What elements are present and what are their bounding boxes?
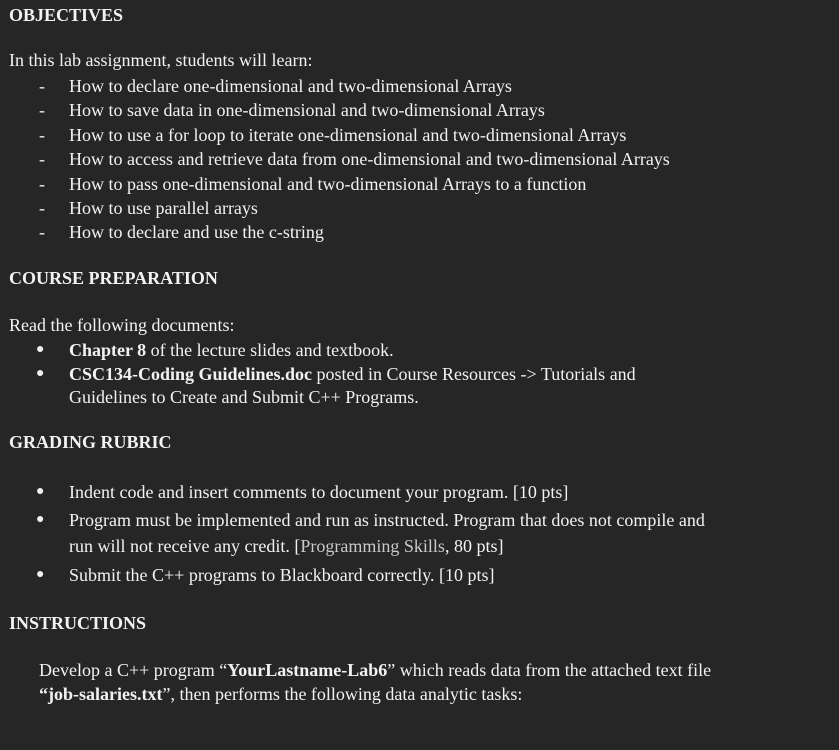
list-item-text: How to save data in one-dimensional and two-dimensional Arrays [69,100,545,120]
bullet-marker: ● [36,366,45,381]
course-preparation-heading: COURSE PREPARATION [9,268,218,288]
objectives-heading: OBJECTIVES [9,5,124,25]
objectives-intro: In this lab assignment, students will learn: [9,50,313,70]
list-item-text: How to use parallel arrays [69,198,258,218]
skills-label: Programming Skills [300,536,445,556]
list-item-text: Indent code and insert comments to document your program. [10 pts] [69,482,569,502]
text-run: , 80 pts] [444,536,504,556]
list-item-text: Submit the C++ programs to Blackboard correctly. [10 pts] [69,565,495,585]
dash-marker: - [39,125,45,145]
dash-marker: - [39,76,45,96]
bullet-marker: ● [36,567,45,582]
text-run: ”, then performs the following data analytic tasks: [162,684,523,704]
list-item-text: How to access and retrieve data from one-dimensional and two-dimensional Arrays [69,149,670,169]
dash-marker: - [39,198,45,218]
instructions-line-2 [39,682,522,706]
text-run: ” which reads data from the attached text file [387,660,712,680]
list-item-text [69,362,636,386]
list-item-text: How to declare and use the c-string [69,222,324,242]
instructions-line-1 [39,658,711,682]
list-item-text: How to declare one-dimensional and two-dimensional Arrays [69,76,512,96]
list-item-continuation: Guidelines to Create and Submit C++ Programs. [69,387,419,407]
document-description: of the lecture slides and textbook. [146,340,394,360]
dash-marker: - [39,100,45,120]
file-name: job-salaries.txt [48,684,163,704]
instructions-heading: INSTRUCTIONS [9,613,147,633]
text-run: “ [39,684,48,704]
dash-marker: - [39,149,45,169]
list-item-text: Program must be implemented and run as instructed. Program that does not compile and [69,510,705,530]
bullet-marker: ● [36,342,45,357]
dash-marker: - [39,174,45,194]
document-name: Chapter 8 [69,340,147,360]
grading-rubric-heading: GRADING RUBRIC [9,432,172,452]
list-item-text: How to use a for loop to iterate one-dimensional and two-dimensional Arrays [69,125,627,145]
program-name: YourLastname-Lab6 [227,660,388,680]
list-item-text [69,338,394,362]
bullet-marker: ● [36,484,45,499]
text-run: Develop a C++ program “ [39,660,228,680]
text-run: run will not receive any credit. [ [69,536,301,556]
list-item-continuation [69,534,503,558]
course-preparation-intro: Read the following documents: [9,315,235,335]
document-name: CSC134-Coding Guidelines.doc [69,364,313,384]
dash-marker: - [39,222,45,242]
list-item-text: How to pass one-dimensional and two-dimensional Arrays to a function [69,174,587,194]
document-description: posted in Course Resources -> Tutorials and [312,364,636,384]
bullet-marker: ● [36,512,45,527]
